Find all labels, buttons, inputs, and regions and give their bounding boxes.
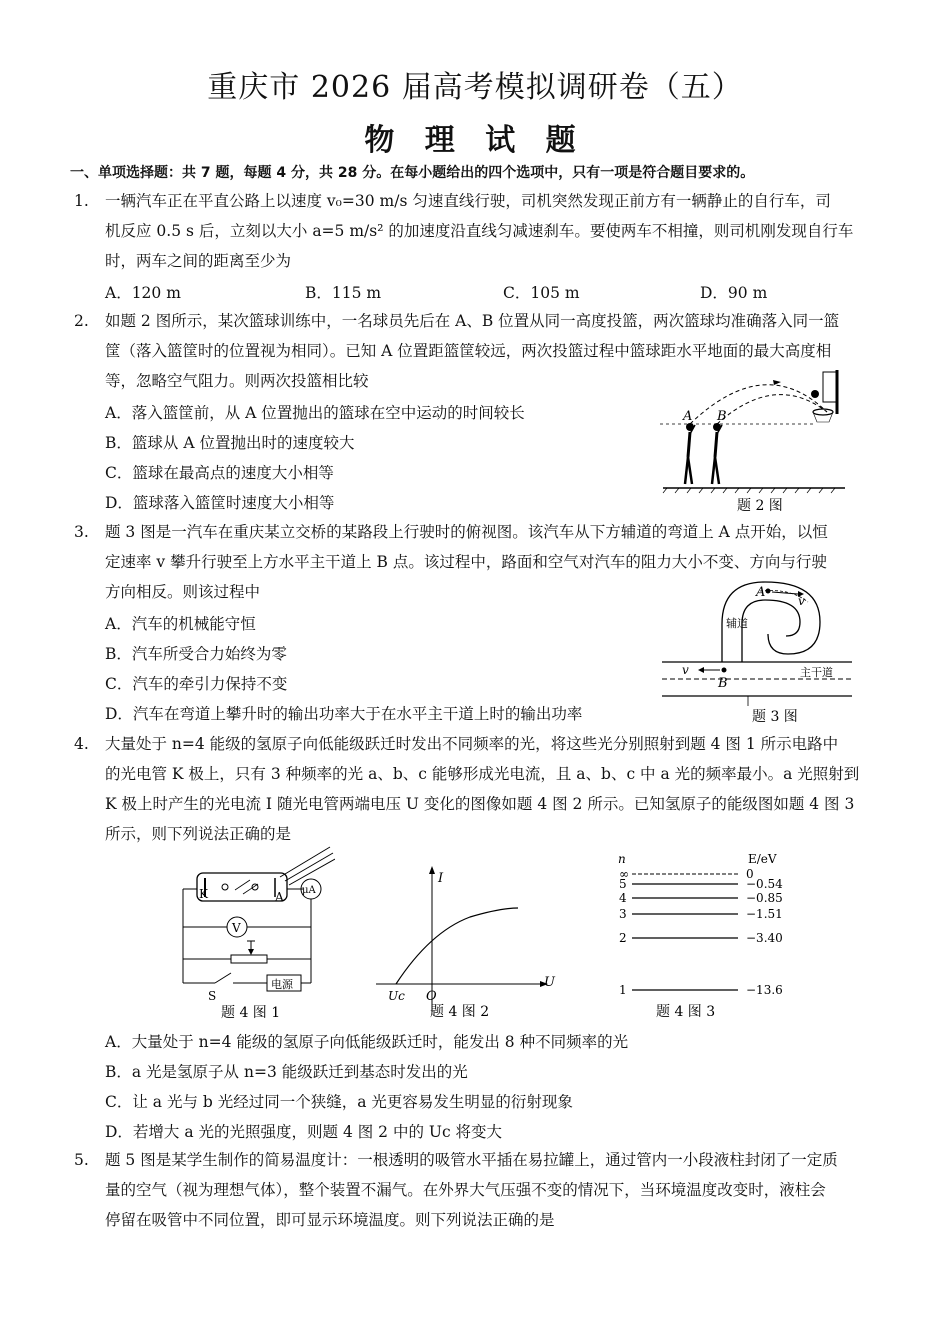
label-a: A <box>756 585 766 600</box>
label-a: A <box>275 890 284 904</box>
option-a: A．落入篮筐前，从 A 位置抛出的篮球在空中运动的时间较长 <box>105 404 525 422</box>
question-text-line: 如题 2 图所示，某次篮球训练中，一名球员先后在 A、B 位置从同一高度投篮，两次篮球均准确落入同一篮 <box>105 312 840 330</box>
option-d: D．若增大 a 光的光照强度，则题 4 图 2 中的 Uc 将变大 <box>105 1123 503 1141</box>
question-text-line: 时，两车之间的距离至少为 <box>105 252 292 270</box>
e-axis-label: E/eV <box>748 852 777 866</box>
option-c: C．汽车的牵引力保持不变 <box>105 675 288 693</box>
figure-caption: 题 3 图 <box>752 709 798 725</box>
level-n-label: 2 <box>619 931 627 945</box>
trajectory-a <box>690 385 827 424</box>
question-text-line: 量的空气（视为理想气体），整个装置不漏气。在外界大气压强不变的情况下，当环境温度改变时，液柱会 <box>105 1181 826 1199</box>
option-b: B．篮球从 A 位置抛出时的速度较大 <box>105 434 355 452</box>
n-axis-label: n <box>618 852 626 866</box>
main-road-label: 主干道 <box>800 666 833 679</box>
question-text-line: 所示，则下列说法正确的是 <box>105 825 292 843</box>
level-n-label: 4 <box>619 891 627 905</box>
hoop <box>813 409 833 415</box>
point-a <box>766 589 771 594</box>
page-subtitle: 物 理 试 题 <box>364 123 586 158</box>
axis-label-u: U <box>544 975 555 990</box>
option-a: A．120 m <box>105 284 181 302</box>
option-c: C．让 a 光与 b 光经过同一个狭缝，a 光更容易发生明显的衍射现象 <box>105 1093 573 1111</box>
label-power: 电源 <box>271 978 293 991</box>
label-b: B <box>718 676 728 691</box>
label-v-bottom: v <box>682 663 689 677</box>
level-energy-label: −13.6 <box>746 983 783 997</box>
question-text-line: 大量处于 n=4 能级的氢原子向低能级跃迁时发出不同频率的光，将这些光分别照射到题 4 图 1 所示电路中 <box>105 735 839 753</box>
figure-caption: 题 4 图 1 <box>221 1005 281 1020</box>
option-c: C．105 m <box>503 284 580 302</box>
label-a: A <box>683 409 693 424</box>
label-s: S <box>208 989 217 1003</box>
level-n-label: 5 <box>619 877 627 891</box>
figure-caption: 题 4 图 3 <box>656 1004 716 1020</box>
figure-caption: 题 2 图 <box>737 498 783 514</box>
question-text-line: 的光电管 K 极上，只有 3 种频率的光 a、b、c 能够形成光电流，且 a、b、c 中 a 光的频率最小。a 光照射到 <box>105 765 860 783</box>
question-text-line: 定速率 v 攀升行驶至上方水平主干道上 B 点。该过程中，路面和空气对汽车的阻力大小不变、方向与行驶 <box>105 553 827 571</box>
label-v-top: v <box>798 594 805 608</box>
level-energy-label: −0.54 <box>746 877 783 891</box>
option-d: D．篮球落入篮筐时速度大小相等 <box>105 494 335 512</box>
figure-caption: 题 4 图 2 <box>430 1004 490 1020</box>
question-number: 2. <box>74 312 89 330</box>
question-text-line: 筐（落入篮筐时的位置视为相同）。已知 A 位置距篮筐较远，两次投篮过程中篮球距水平地面的最大高度相 <box>105 342 832 360</box>
option-d: D．汽车在弯道上攀升时的输出功率大于在水平主干道上时的输出功率 <box>105 705 583 723</box>
basketball-figure <box>655 362 855 517</box>
option-a: A．汽车的机械能守恒 <box>105 615 256 633</box>
energy-level-diagram <box>610 850 810 1022</box>
level-energy-label: 0 <box>746 867 754 881</box>
level-n-label: 3 <box>619 907 627 921</box>
level-energy-label: −1.51 <box>746 907 783 921</box>
option-c: C．篮球在最高点的速度大小相等 <box>105 464 334 482</box>
label-v: V <box>232 921 241 935</box>
question-text-line: 停留在吸管中不同位置，即可显示环境温度。则下列说法正确的是 <box>105 1211 555 1229</box>
question-number: 1. <box>74 192 89 210</box>
question-text-line: 题 3 图是一汽车在重庆某立交桥的某路段上行驶时的俯视图。该汽车从下方辅道的弯道上 A 点开始，以恒 <box>105 523 828 541</box>
option-d: D．90 m <box>700 284 768 302</box>
option-b: B．115 m <box>305 284 382 302</box>
question-text-line: 机反应 0.5 s 后，立刻以大小 a=5 m/s² 的加速度沿直线匀减速刹车。要使两车不相撞，则司机刚发现自行车 <box>105 222 854 240</box>
player-b <box>712 423 722 484</box>
ramp-label: 辅道 <box>726 617 748 630</box>
uc-label: Uc <box>388 989 405 1003</box>
question-text-line: K 极上时产生的光电流 I 随光电管两端电压 U 变化的图像如题 4 图 2 所示。已知氢原子的能级图如题 4 图 3 <box>105 795 855 813</box>
axis-label-i: I <box>438 871 444 886</box>
question-number: 4. <box>74 735 89 753</box>
question-number: 5. <box>74 1151 89 1169</box>
iu-curve <box>396 908 518 984</box>
option-b: B．a 光是氢原子从 n=3 能级跃迁到基态时发出的光 <box>105 1063 468 1081</box>
iu-graph <box>370 862 560 1020</box>
option-b: B．汽车所受合力始终为零 <box>105 645 287 663</box>
level-energy-label: −3.40 <box>746 931 783 945</box>
level-energy-label: −0.85 <box>746 891 783 905</box>
level-n-label: ∞ <box>619 867 629 881</box>
option-a: A．大量处于 n=4 能级的氢原子向低能级跃迁时，能发出 8 种不同频率的光 <box>105 1033 629 1051</box>
label-k: K <box>199 887 208 901</box>
overpass-figure <box>660 574 860 726</box>
level-n-label: 1 <box>619 983 627 997</box>
point-b <box>722 668 727 673</box>
switch <box>215 973 231 983</box>
circuit-figure <box>175 845 335 1020</box>
player-a <box>685 423 695 484</box>
question-text-line: 题 5 图是某学生制作的简易温度计：一根透明的吸管水平插在易拉罐上，通过管内一小段液柱封闭了一定质 <box>105 1151 838 1169</box>
label-b: B <box>717 409 727 424</box>
photocell-tube <box>197 873 287 901</box>
section-heading: 一、单项选择题：共 7 题，每题 4 分，共 28 分。在每小题给出的四个选项中，只有一项是符合题目要求的。 <box>70 165 755 181</box>
ramp-inner <box>742 600 800 662</box>
question-text-line: 方向相反。则该过程中 <box>105 583 261 601</box>
label-ua: μA <box>302 885 316 896</box>
question-number: 3. <box>74 523 89 541</box>
origin-label: O <box>426 989 437 1004</box>
rheostat <box>231 955 267 963</box>
question-text-line: 一辆汽车正在平直公路上以速度 v₀=30 m/s 匀速直线行驶，司机突然发现正前方有一辆静止的自行车，司 <box>105 192 831 210</box>
question-text-line: 等，忽略空气阻力。则两次投篮相比较 <box>105 372 369 390</box>
page-title: 重庆市 2026 届高考模拟调研卷（五） <box>207 70 743 105</box>
